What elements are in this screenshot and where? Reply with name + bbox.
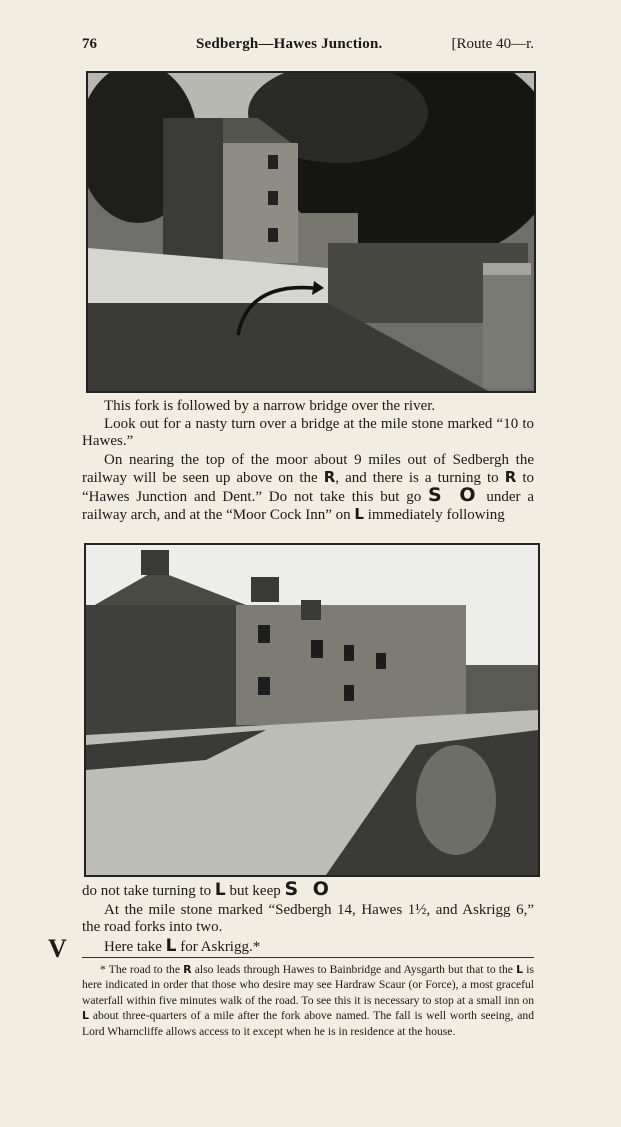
footnote-text-1: * The road to the bbox=[100, 963, 184, 976]
photo-road-fork-image bbox=[88, 73, 534, 391]
paragraph-moor-text-4: under a railway arch, and at the “Moor Cock Inn” on bbox=[82, 489, 535, 523]
footnote-text-2: also leads through Hawes to Bainbridge and Aysgarth but that to the bbox=[191, 963, 517, 976]
margin-mark: V bbox=[48, 934, 67, 963]
photo-moor-cock-inn-image bbox=[86, 545, 538, 875]
paragraph-mile-stone: At the mile stone marked “Sedbergh 14, Hawes 1½, and Askrigg 6,” the road forks into two. bbox=[82, 902, 534, 935]
straight-on-symbol: S O bbox=[428, 484, 480, 506]
right-symbol: R bbox=[183, 963, 192, 976]
paragraph-take-text-2: for Askrigg.* bbox=[176, 939, 261, 955]
paragraph-take-left bbox=[82, 938, 534, 956]
paragraph-moor-text-5: immediately following bbox=[363, 507, 505, 523]
left-symbol: L bbox=[516, 963, 524, 976]
footnote bbox=[82, 962, 534, 1039]
straight-on-symbol: S O bbox=[284, 878, 333, 900]
page-number: 76 bbox=[82, 36, 97, 52]
left-symbol: L bbox=[82, 1009, 90, 1023]
paragraph-nasty-turn: Look out for a nasty turn over a bridge at the mile stone marked “10 to Hawes.” bbox=[82, 416, 534, 449]
photo-moor-cock-inn bbox=[84, 543, 540, 877]
left-symbol: L bbox=[165, 936, 177, 956]
photo-road-fork bbox=[86, 71, 536, 393]
route-label: [Route 40—r. bbox=[451, 36, 534, 52]
paragraph-moor bbox=[82, 452, 534, 524]
paragraph-moor-text-2: , and there is a turning to bbox=[335, 470, 505, 486]
paragraph-moor-text-3: to “Hawes Junction and Dent.” Do not take this but go bbox=[82, 470, 535, 505]
page-header bbox=[82, 36, 542, 58]
running-title: Sedbergh—Hawes Junction. bbox=[196, 36, 383, 52]
footnote-body bbox=[82, 962, 534, 1039]
footnote-text-4: about three-quarters of a mile after the fork above named. The fall is well worth seeing, and Lord Wharncliffe allows access to it except when he is in residence at the house. bbox=[82, 1009, 534, 1038]
footnote-text-3: is here indicated in order that those who desire may see Hardraw Scaur (or Force), a most graceful waterfall within five minutes walk of the road. To see this it is necessary to stop at a small inn on bbox=[82, 963, 535, 1007]
footnote-divider bbox=[82, 957, 534, 958]
paragraph-keep-text-2: but keep bbox=[225, 883, 285, 899]
paragraph-moor-text-1: On nearing the top of the moor about 9 miles out of Sedbergh the railway will be seen up above on the bbox=[82, 452, 534, 486]
left-symbol: L bbox=[214, 880, 226, 900]
paragraph-take-text-1: Here take bbox=[104, 939, 166, 955]
right-symbol: R bbox=[504, 468, 517, 486]
paragraph-keep-text-1: do not take turning to bbox=[82, 883, 215, 899]
right-symbol: R bbox=[323, 468, 336, 486]
paragraph-fork: This fork is followed by a narrow bridge over the river. bbox=[104, 398, 436, 414]
paragraph-keep-straight bbox=[82, 878, 534, 900]
left-symbol: L bbox=[354, 505, 364, 523]
